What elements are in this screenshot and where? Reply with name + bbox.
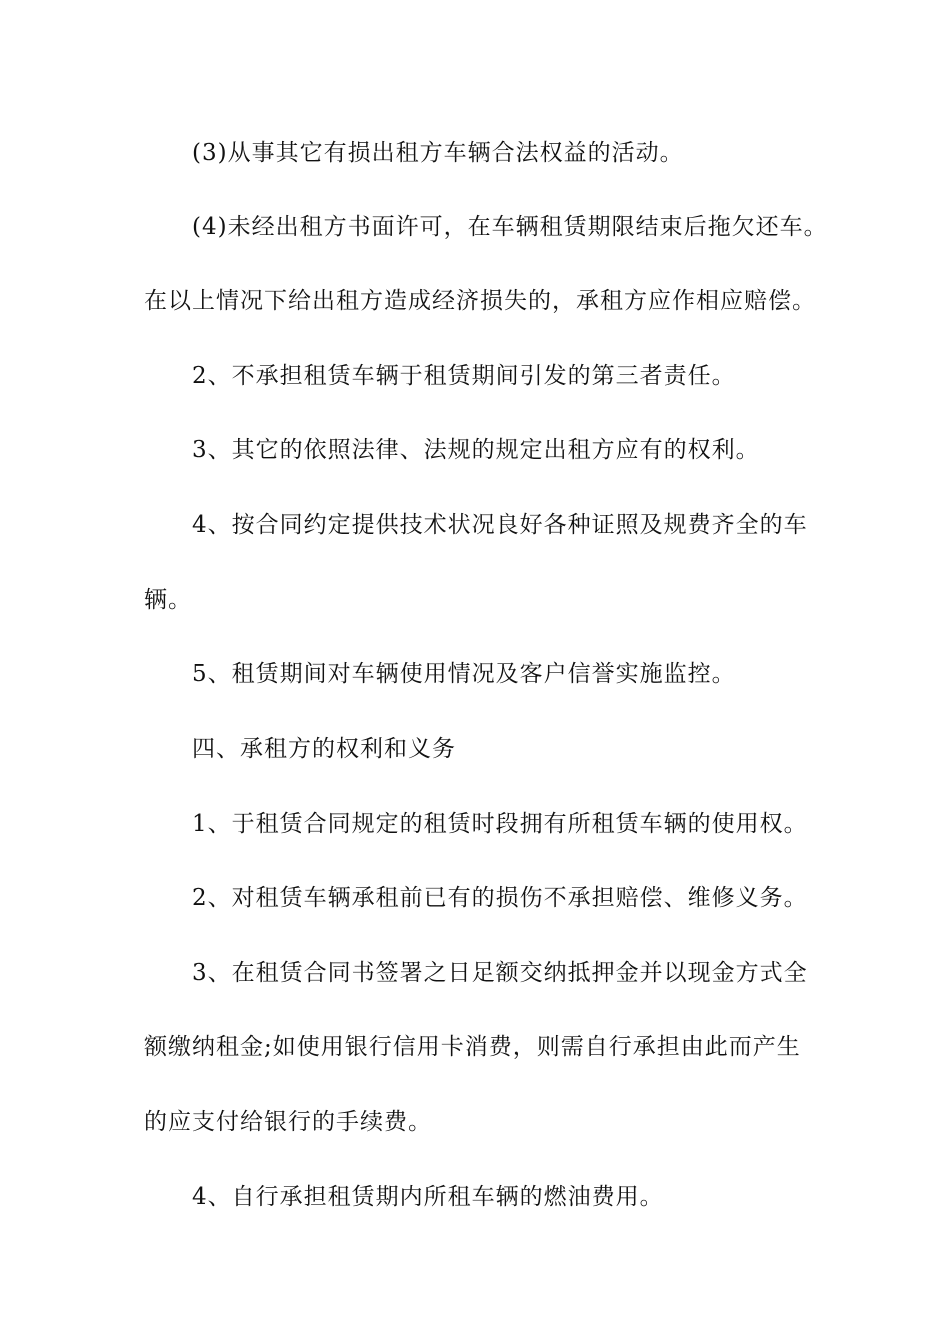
paragraph-line: 2、对租赁车辆承租前已有的损伤不承担赔偿、维修义务。: [192, 885, 808, 911]
paragraph-line: 2、不承担租赁车辆于租赁期间引发的第三者责任。: [192, 363, 736, 389]
section-heading: 四、承租方的权利和义务: [192, 736, 456, 762]
paragraph-line: 5、租赁期间对车辆使用情况及客户信誉实施监控。: [192, 661, 736, 687]
paragraph-line: 额缴纳租金;如使用银行信用卡消费，则需自行承担由此而产生: [144, 1034, 801, 1060]
paragraph-line: 3、其它的依照法律、法规的规定出租方应有的权利。: [192, 437, 760, 463]
paragraph-line: 3、在租赁合同书签署之日足额交纳抵押金并以现金方式全: [192, 960, 808, 986]
paragraph-line: (3)从事其它有损出租方车辆合法权益的活动。: [192, 140, 684, 166]
paragraph-line: 4、自行承担租赁期内所租车辆的燃油费用。: [192, 1184, 664, 1210]
paragraph-line: 4、按合同约定提供技术状况良好各种证照及规费齐全的车: [192, 512, 808, 538]
paragraph-line: 的应支付给银行的手续费。: [144, 1109, 432, 1135]
paragraph-line: 辆。: [144, 587, 192, 613]
paragraph-line: 1、于租赁合同规定的租赁时段拥有所租赁车辆的使用权。: [192, 811, 808, 837]
paragraph-line: 在以上情况下给出租方造成经济损失的，承租方应作相应赔偿。: [144, 288, 816, 314]
paragraph-line: (4)未经出租方书面许可，在车辆租赁期限结束后拖欠还车。: [192, 214, 828, 240]
